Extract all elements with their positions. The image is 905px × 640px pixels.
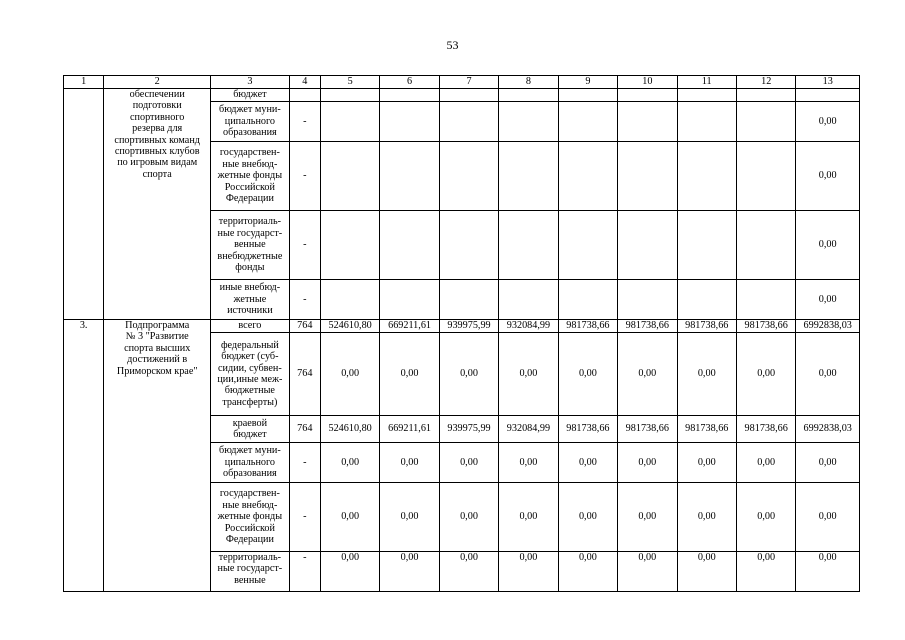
budget-code: - [289,443,320,483]
value-cell-9: 0,00 [558,552,617,592]
value-cell-6: 669211,61 [380,416,439,443]
value-cell-6: 0,00 [380,333,439,416]
value-cell-7 [439,89,498,102]
value-cell-12 [736,211,795,280]
value-cell-8: 0,00 [499,443,558,483]
value-cell-7 [439,142,498,211]
value-cell-11 [677,102,736,142]
budget-code: - [289,211,320,280]
value-cell-10: 0,00 [618,443,677,483]
subprogram-name: Подпрограмма № 3 "Развитие спорта высших достижений в Приморском крае" [116,320,198,377]
table-row [64,320,860,333]
value-cell-8 [499,89,558,102]
value-cell-9: 981738,66 [558,320,617,333]
value-cell-7: 0,00 [439,552,498,592]
column-number-3: 3 [211,76,290,89]
budget-code: 764 [289,320,320,333]
value-cell-6: 0,00 [380,483,439,552]
budget-code: - [289,483,320,552]
funding-source: иные внебюд- жетные источники [211,280,290,320]
value-cell-13: 0,00 [796,102,860,142]
funding-source: бюджет муни- ципального образования [211,102,290,142]
budget-table [63,75,860,592]
value-cell-6: 0,00 [380,552,439,592]
value-cell-6 [380,142,439,211]
value-cell-6 [380,102,439,142]
page-number: 53 [446,38,459,52]
value-cell-7: 939975,99 [439,320,498,333]
funding-source: государствен- ные внебюд- жетные фонды Российской Федерации [211,142,290,211]
value-cell-7: 0,00 [439,333,498,416]
value-cell-8 [499,102,558,142]
value-cell-11: 981738,66 [677,320,736,333]
program-name-cell [104,89,211,320]
value-cell-8 [499,142,558,211]
value-cell-5 [320,280,379,320]
budget-code: 764 [289,416,320,443]
value-cell-9 [558,102,617,142]
value-cell-12: 0,00 [736,443,795,483]
value-cell-11 [677,280,736,320]
budget-code: - [289,552,320,592]
value-cell-6 [380,89,439,102]
value-cell-8: 932084,99 [499,416,558,443]
value-cell-9 [558,211,617,280]
value-cell-6 [380,280,439,320]
column-number-6: 6 [380,76,439,89]
budget-code: 764 [289,333,320,416]
value-cell-8 [499,211,558,280]
value-cell-13: 0,00 [796,211,860,280]
value-cell-7: 0,00 [439,483,498,552]
value-cell-9: 981738,66 [558,416,617,443]
column-number-row [64,76,860,89]
value-cell-9: 0,00 [558,443,617,483]
value-cell-7: 939975,99 [439,416,498,443]
value-cell-5 [320,89,379,102]
value-cell-10: 981738,66 [618,320,677,333]
budget-code: - [289,102,320,142]
value-cell-10: 981738,66 [618,416,677,443]
value-cell-13: 0,00 [796,333,860,416]
funding-source: краевой бюджет [211,416,290,443]
value-cell-10: 0,00 [618,483,677,552]
value-cell-10: 0,00 [618,552,677,592]
value-cell-11 [677,211,736,280]
value-cell-8: 0,00 [499,552,558,592]
value-cell-7 [439,211,498,280]
value-cell-13: 0,00 [796,552,860,592]
value-cell-13 [796,89,860,102]
value-cell-10 [618,89,677,102]
value-cell-7 [439,102,498,142]
column-number-1: 1 [64,76,104,89]
program-name: обеспечении подготовки спортивного резерва для спортивных команд спортивных клубов по игровым видам спорта [114,89,200,180]
value-cell-8 [499,280,558,320]
value-cell-11 [677,89,736,102]
value-cell-13: 6992838,03 [796,416,860,443]
value-cell-10: 0,00 [618,333,677,416]
column-number-11: 11 [677,76,736,89]
value-cell-12: 0,00 [736,552,795,592]
column-number-10: 10 [618,76,677,89]
value-cell-5 [320,211,379,280]
value-cell-11: 0,00 [677,552,736,592]
value-cell-11: 0,00 [677,333,736,416]
value-cell-11 [677,142,736,211]
funding-source: всего [211,320,290,333]
value-cell-5: 524610,80 [320,416,379,443]
value-cell-13: 0,00 [796,483,860,552]
value-cell-12 [736,280,795,320]
value-cell-7: 0,00 [439,443,498,483]
value-cell-13: 0,00 [796,280,860,320]
value-cell-12 [736,102,795,142]
value-cell-6: 0,00 [380,443,439,483]
value-cell-12: 981738,66 [736,320,795,333]
value-cell-8: 0,00 [499,483,558,552]
row-number-cell [64,89,104,320]
column-number-4: 4 [289,76,320,89]
column-number-5: 5 [320,76,379,89]
value-cell-9: 0,00 [558,333,617,416]
value-cell-10 [618,102,677,142]
value-cell-12: 0,00 [736,333,795,416]
column-number-13: 13 [796,76,860,89]
funding-source: территориаль- ные государст- венные [211,552,290,592]
value-cell-6 [380,211,439,280]
column-number-9: 9 [558,76,617,89]
column-number-12: 12 [736,76,795,89]
value-cell-11: 0,00 [677,483,736,552]
funding-source: бюджет [211,89,290,102]
value-cell-8: 932084,99 [499,320,558,333]
value-cell-12: 981738,66 [736,416,795,443]
value-cell-8: 0,00 [499,333,558,416]
value-cell-13: 0,00 [796,142,860,211]
column-number-2: 2 [104,76,211,89]
budget-code: - [289,280,320,320]
value-cell-9: 0,00 [558,483,617,552]
value-cell-13: 0,00 [796,443,860,483]
value-cell-6: 669211,61 [380,320,439,333]
value-cell-9 [558,142,617,211]
value-cell-5 [320,102,379,142]
funding-source: бюджет муни- ципального образования [211,443,290,483]
table-row [64,89,860,102]
funding-source: государствен- ные внебюд- жетные фонды Российской Федерации [211,483,290,552]
table-body [64,76,860,592]
value-cell-13: 6992838,03 [796,320,860,333]
value-cell-10 [618,280,677,320]
value-cell-12 [736,89,795,102]
column-number-7: 7 [439,76,498,89]
value-cell-11: 981738,66 [677,416,736,443]
value-cell-11: 0,00 [677,443,736,483]
row-number-cell: 3. [64,320,104,592]
funding-source: территориаль- ные государст- венные внебюджетные фонды [211,211,290,280]
budget-code: - [289,142,320,211]
budget-code [289,89,320,102]
column-number-8: 8 [499,76,558,89]
value-cell-12 [736,142,795,211]
value-cell-5: 0,00 [320,483,379,552]
value-cell-5: 0,00 [320,333,379,416]
value-cell-5: 0,00 [320,443,379,483]
funding-source: федеральный бюджет (суб- сидии, субвен- ции,иные меж- бюджетные трансферты) [211,333,290,416]
value-cell-5: 524610,80 [320,320,379,333]
value-cell-9 [558,280,617,320]
value-cell-10 [618,211,677,280]
value-cell-12: 0,00 [736,483,795,552]
value-cell-7 [439,280,498,320]
value-cell-5 [320,142,379,211]
value-cell-5: 0,00 [320,552,379,592]
value-cell-10 [618,142,677,211]
subprogram-name-cell [104,320,211,592]
value-cell-9 [558,89,617,102]
